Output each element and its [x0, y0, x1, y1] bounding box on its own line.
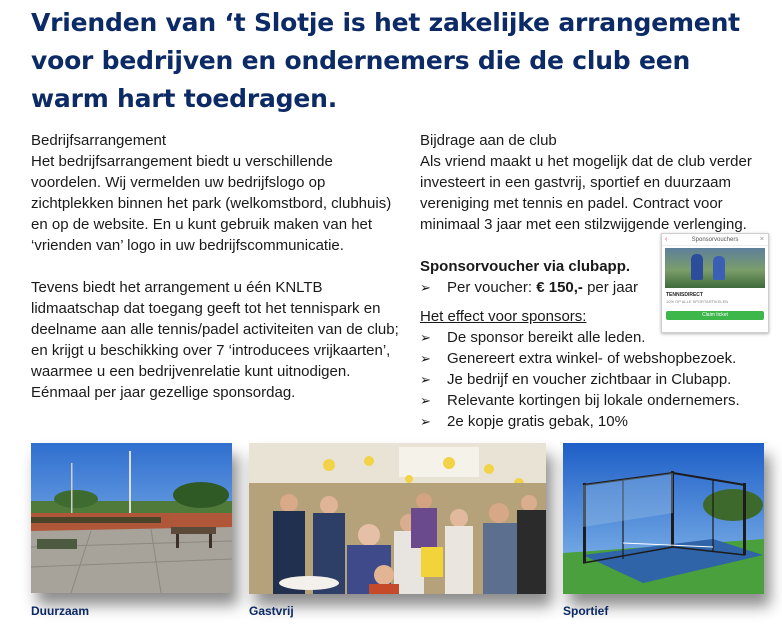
voucher-prefix: Per voucher: [447, 279, 537, 296]
list-item [420, 390, 780, 411]
voucher-image [665, 248, 765, 288]
voucher-price: € 150,- [536, 279, 583, 296]
effect-text: Relevante kortingen bij lokale ondernemers. [447, 392, 740, 409]
back-icon: ‹ [665, 236, 668, 243]
voucher-description: 10% OP ALLE SPORTARTIKELEN [666, 299, 729, 304]
effect-text: Genereert extra winkel- of webshopbezoek. [447, 350, 737, 367]
photo-duurzaam [31, 443, 232, 593]
voucher-title: Sponsorvoucher via clubapp. [420, 258, 631, 275]
voucher-suffix: per jaar [582, 279, 638, 296]
effect-text: De sponsor bereikt alle leden. [447, 329, 646, 346]
left-column [31, 130, 406, 403]
photo-gastvrij [249, 443, 546, 594]
tennis-park-illustration [31, 443, 232, 593]
arrowhead-icon: ➢ [420, 280, 431, 295]
close-icon: × [759, 236, 764, 243]
effect-text: Je bedrijf en voucher zichtbaar in Clubapp. [447, 371, 732, 388]
caption-gastvrij: Gastvrij [249, 604, 294, 618]
section-title-bijdrage: Bijdrage aan de club [420, 132, 557, 149]
list-item [420, 348, 780, 369]
padel-court-illustration [563, 443, 764, 594]
bedrijfsarrangement-text: Het bedrijfsarrangement biedt u verschillende voordelen. Wij vermelden uw bedrijfslogo op zichtplekken binnen het park (welkomstbord, clubhuis) en op de website. En u kunt gebruik maken van het ‘vrienden van’ logo in uw bedrijfscommunicatie. [31, 153, 392, 254]
arrowhead-icon: ➢ [420, 393, 431, 408]
list-item [420, 369, 780, 390]
effect-text: 2e kopje gratis gebak, 10% [447, 413, 628, 430]
photo-sportief [563, 443, 764, 594]
effect-title: Het effect voor sponsors: [420, 308, 587, 325]
list-item [420, 411, 780, 432]
person-figure [713, 256, 725, 280]
arrowhead-icon: ➢ [420, 351, 431, 366]
arrowhead-icon: ➢ [420, 414, 431, 429]
clubhouse-crowd-illustration [249, 443, 546, 594]
arrowhead-icon: ➢ [420, 372, 431, 387]
claim-button: Claim ticket [666, 311, 764, 320]
section-title-bedrijfsarrangement: Bedrijfsarrangement [31, 132, 167, 149]
arrowhead-icon: ➢ [420, 330, 431, 345]
clubapp-voucher-screenshot [661, 233, 769, 333]
voucher-company: TENNISDIRECT [666, 292, 703, 298]
caption-sportief: Sportief [563, 604, 609, 618]
person-figure [691, 254, 703, 280]
phone-header [662, 234, 768, 246]
lidmaatschap-text: Tevens biedt het arrangement u één KNLTB lidmaatschap dat toegang geeft tot het tennispark en deelname aan alle tennis/padel activiteiten van de club; en krijgt u beschikking over 7 ‘introducees vrijkaarten’, waarmee u een bedrijvenrelatie kunt uitnodigen. Eénmaal per jaar gezellige sponsordag. [31, 279, 399, 401]
page-title: Vrienden van ‘t Slotje is het zakelijke arrangement voor bedrijven en ondernemers die de club een warm hart toedragen. [31, 8, 740, 113]
phone-header-title: Sponsorvouchers [691, 236, 739, 243]
caption-duurzaam: Duurzaam [31, 604, 90, 618]
bijdrage-text: Als vriend maakt u het mogelijk dat de club verder investeert in een gastvrij, sportief en duurzaam vereniging met tennis en padel. Contract voor minimaal 3 jaar met een stilzwijgende verlenging. [420, 153, 752, 233]
effect-list [420, 327, 780, 432]
